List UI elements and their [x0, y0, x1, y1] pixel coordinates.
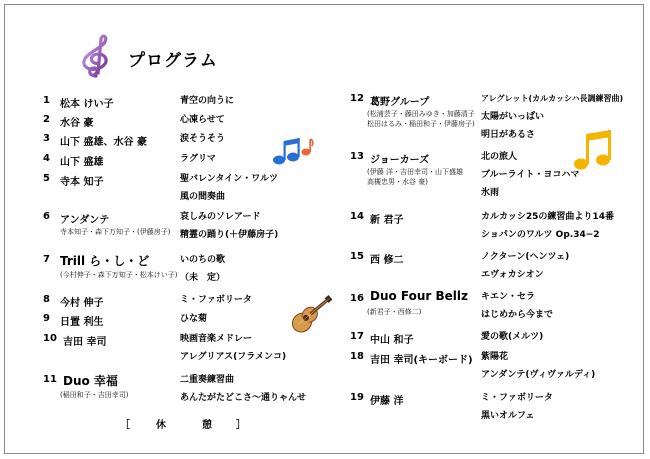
entry-number: 13	[350, 151, 364, 162]
performer-name: 葛野グループ	[370, 97, 430, 108]
song-title: 紫陽花	[481, 352, 509, 362]
song-title: 心凍らせて	[180, 115, 225, 125]
performer-name: 西 修二	[370, 255, 404, 266]
song-list	[180, 210, 278, 246]
entry-number: 17	[350, 331, 364, 342]
song-title: 哀しみのソレアード	[180, 212, 261, 222]
song-list	[180, 152, 216, 170]
page-title: プログラム	[128, 51, 218, 71]
song-list	[180, 332, 286, 368]
song-title: 涙そうそう	[180, 134, 226, 144]
entry-number: 4	[43, 153, 50, 164]
performer-name: Trill ら・し・ど	[60, 254, 150, 268]
song-list	[481, 92, 623, 146]
entry-number: 16	[350, 293, 364, 304]
treble-clef-icon	[74, 33, 120, 79]
song-title: 氷雨	[481, 188, 500, 198]
entry-number: 8	[43, 294, 50, 305]
entry-number: 9	[43, 313, 50, 324]
performer-name: 日置 利生	[60, 317, 104, 328]
song-title: キエン・セラ	[481, 292, 536, 302]
song-title: 精霊の踊り(＋伊藤房子)	[180, 230, 279, 240]
entry-number: 3	[43, 133, 50, 144]
song-list	[481, 210, 614, 246]
song-list	[180, 94, 234, 112]
song-list	[481, 391, 553, 427]
performer-name: アンダンテ	[60, 215, 110, 226]
performer-members: (今村伸子・森下万知子・松本けい子)	[60, 271, 178, 279]
entry-number: 14	[350, 211, 364, 222]
performer-members: (新君子・西修二)	[367, 308, 422, 316]
song-title: ショパンのワルツ Op.34−2	[481, 230, 600, 240]
song-title: 黒いオルフェ	[481, 411, 535, 421]
song-list	[180, 293, 252, 311]
song-title: 聖バレンタイン・ワルツ	[180, 174, 278, 184]
performer-name: 寺本 知子	[60, 177, 104, 188]
performer-name: Duo 幸福	[63, 374, 118, 388]
song-list	[481, 150, 579, 204]
performer-name: 伊藤 洋	[370, 396, 404, 407]
song-list	[481, 330, 543, 348]
entry-number: 18	[350, 351, 364, 362]
performer-name: 山下 盛雄、水谷 豪	[60, 137, 147, 148]
song-title: ひな菊	[180, 314, 208, 324]
entry-number: 10	[43, 333, 57, 344]
song-title: あんたがたどこさ～通りゃんせ	[180, 393, 307, 403]
song-list	[481, 290, 553, 326]
song-title: アレグリアス(フラメンコ)	[180, 352, 287, 362]
song-list	[180, 253, 225, 289]
performer-name: 松本 けい子	[60, 99, 114, 110]
entry-number: 11	[43, 374, 57, 385]
intermission-label: ［ 休 憩 ］	[120, 420, 246, 431]
song-title: 北の旅人	[481, 152, 518, 162]
performer-name: 山下 盛雄	[60, 157, 104, 168]
entry-number: 7	[43, 254, 50, 265]
song-title: 愛の歌(メルツ)	[481, 332, 544, 342]
song-list	[481, 350, 595, 386]
song-list	[180, 373, 306, 409]
song-title: （未 定）	[180, 273, 226, 283]
song-title: 二重奏練習曲	[180, 375, 235, 385]
performer-members: (松浦芸子・藤田みゆき・加藤清子 松田はるみ・稲田和子・伊藤房子)	[367, 110, 475, 128]
song-title: 青空の向うに	[180, 96, 235, 106]
song-list	[180, 312, 207, 330]
entry-number: 2	[43, 114, 50, 125]
performer-members: (伊藤 洋・吉田幸司・山下盛雄 高槻忠男・水谷 豪)	[367, 168, 463, 186]
song-title: 映画音楽メドレー	[180, 334, 253, 344]
entry-number: 5	[43, 173, 50, 184]
song-title: 風の間奏曲	[180, 192, 226, 202]
song-title: ノクターン(ヘンツェ)	[481, 252, 570, 262]
performer-name: Duo Four Bellz	[370, 289, 469, 303]
entry-number: 6	[43, 211, 50, 222]
song-title: いのちの歌	[180, 255, 226, 265]
song-title: はじめから今まで	[481, 310, 554, 320]
song-title: エヴォカシオン	[481, 270, 544, 280]
song-title: 太陽がいっぱい	[481, 112, 545, 122]
performer-name: 水谷 豪	[60, 118, 94, 129]
performer-name: ジョーカーズ	[370, 155, 430, 166]
song-list	[180, 132, 225, 150]
performer-name: 今村 伸子	[60, 298, 104, 309]
performer-name: 新 君子	[370, 215, 404, 226]
performer-name: 吉田 幸司(キーボード)	[370, 355, 473, 366]
performer-members: (稲田和子・吉田幸司)	[60, 391, 129, 399]
song-title: ミ・ファボリータ	[180, 295, 252, 305]
song-list	[180, 113, 225, 131]
performer-name: 吉田 幸司	[63, 337, 107, 348]
song-title: アレグレット(カルカッシハ長調練習曲)	[481, 94, 624, 103]
song-list	[180, 172, 278, 208]
entry-number: 12	[350, 93, 364, 104]
performer-name: 中山 和子	[370, 335, 414, 346]
song-title: ミ・ファボリータ	[481, 393, 553, 403]
guitar-icon	[282, 286, 334, 336]
song-title: 明日があるさ	[481, 130, 536, 140]
song-list	[481, 250, 569, 286]
song-title: アンダンテ(ヴィヴァルディ)	[481, 370, 596, 380]
entry-number: 1	[43, 95, 50, 106]
music-notes-icon	[272, 135, 314, 167]
song-title: ブルーライト・ヨコハマ	[481, 170, 580, 180]
song-title: カルカッシ25の練習曲より14番	[481, 212, 614, 222]
performer-members: 寺本知子・森下万知子・(伊藤房子)	[60, 228, 171, 236]
entry-number: 15	[350, 251, 364, 262]
entry-number: 19	[350, 392, 364, 403]
song-title: ラグリマ	[180, 154, 216, 164]
